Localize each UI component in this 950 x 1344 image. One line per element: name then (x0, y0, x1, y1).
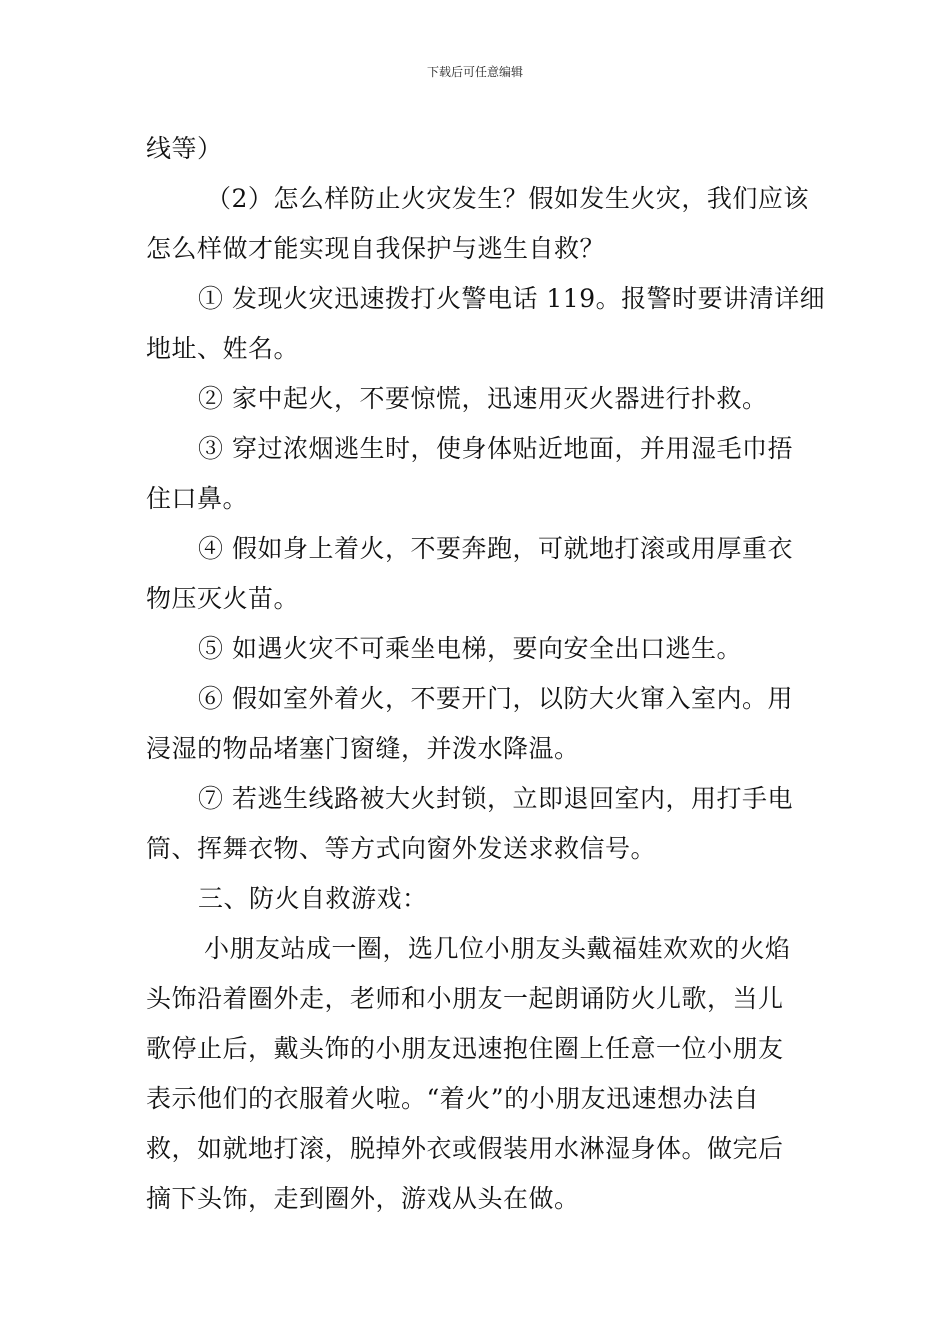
list-item-line: ⑥ 假如室外着火，不要开门，以防大火窜入室内。用 (198, 684, 793, 713)
text-line: 浸湿的物品堵塞门窗缝，并泼水降温。 (146, 734, 580, 763)
paragraph-line: 歌停止后，戴头饰的小朋友迅速抱住圈上任意一位小朋友 (146, 1034, 784, 1063)
list-item-line: ① 发现火灾迅速拨打火警电话 119。报警时要讲清详细 (198, 284, 826, 313)
paragraph-line: 小朋友站成一圈，选几位小朋友头戴福娃欢欢的火焰 (204, 934, 791, 963)
list-item-line: ③ 穿过浓烟逃生时，使身体贴近地面，并用湿毛巾捂 (198, 434, 793, 463)
text-line: 怎么样做才能实现自我保护与逃生自救？ (146, 234, 606, 263)
list-item-line: ④ 假如身上着火，不要奔跑，可就地打滚或用厚重衣 (198, 534, 793, 563)
text-line: 筒、挥舞衣物、等方式向窗外发送求救信号。 (146, 834, 657, 863)
section-heading: 三、防火自救游戏： (198, 884, 428, 913)
list-item-line: ⑦ 若逃生线路被大火封锁，立即退回室内，用打手电 (198, 784, 793, 813)
document-body (146, 124, 826, 1224)
page-header: 下载后可任意编辑 (426, 65, 523, 79)
question-line: （2）怎么样防止火灾发生？假如发生火灾，我们应该 (206, 184, 809, 213)
text-line: 物压灭火苗。 (146, 584, 300, 613)
paragraph-line: 救，如就地打滚，脱掉外衣或假装用水淋湿身体。做完后 (146, 1134, 784, 1163)
paragraph-line: 表示他们的衣服着火啦。“着火”的小朋友迅速想办法自 (146, 1084, 760, 1113)
text-line: 地址、姓名。 (146, 334, 300, 363)
paragraph-line: 摘下头饰，走到圈外，游戏从头在做。 (146, 1184, 580, 1213)
list-item-line: ② 家中起火，不要惊慌，迅速用灭火器进行扑救。 (198, 384, 768, 413)
text-line: 线等） (146, 134, 223, 163)
paragraph-line: 头饰沿着圈外走，老师和小朋友一起朗诵防火儿歌，当儿 (146, 984, 784, 1013)
list-item-line: ⑤ 如遇火灾不可乘坐电梯，要向安全出口逃生。 (198, 634, 742, 663)
text-line: 住口鼻。 (146, 484, 249, 513)
